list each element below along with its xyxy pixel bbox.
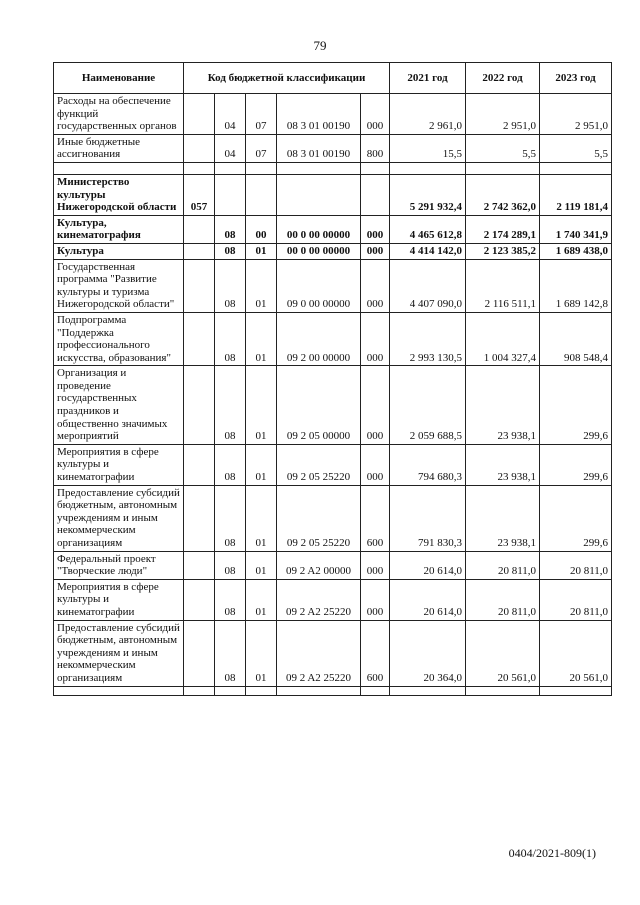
cell-2021: 2 993 130,5 xyxy=(390,312,466,365)
cell-vr: 600 xyxy=(361,620,390,686)
cell-2021 xyxy=(390,162,466,174)
header-2023: 2023 год xyxy=(540,63,612,94)
cell-2023: 20 811,0 xyxy=(540,579,612,620)
cell-rz xyxy=(215,174,246,215)
table-row xyxy=(54,579,612,620)
cell-2022 xyxy=(466,162,540,174)
table-row xyxy=(54,444,612,485)
cell-pr: 07 xyxy=(246,134,277,162)
header-name: Наименование xyxy=(54,63,184,94)
cell-name: Культура xyxy=(54,243,184,259)
cell-2022: 2 174 289,1 xyxy=(466,215,540,243)
cell-2023: 1 689 438,0 xyxy=(540,243,612,259)
cell-2022: 23 938,1 xyxy=(466,485,540,551)
cell-2022: 2 951,0 xyxy=(466,94,540,135)
cell-2021: 2 961,0 xyxy=(390,94,466,135)
cell-vr: 000 xyxy=(361,444,390,485)
cell-rz: 08 xyxy=(215,215,246,243)
table-header-row xyxy=(54,63,612,94)
cell-2023: 908 548,4 xyxy=(540,312,612,365)
cell-2023: 5,5 xyxy=(540,134,612,162)
cell-name: Подпрограмма "Поддержка профессионального искусства, образования" xyxy=(54,312,184,365)
cell-2023: 299,6 xyxy=(540,485,612,551)
cell-rz xyxy=(215,686,246,695)
cell-pr: 07 xyxy=(246,94,277,135)
cell-csr: 09 0 00 00000 xyxy=(277,259,361,312)
cell-rz: 08 xyxy=(215,366,246,445)
cell-2021: 2 059 688,5 xyxy=(390,366,466,445)
cell-name xyxy=(54,162,184,174)
cell-2022: 23 938,1 xyxy=(466,366,540,445)
cell-gr xyxy=(184,312,215,365)
table-row xyxy=(54,366,612,445)
cell-gr xyxy=(184,620,215,686)
cell-gr xyxy=(184,686,215,695)
cell-csr: 09 2 A2 25220 xyxy=(277,620,361,686)
table-row xyxy=(54,259,612,312)
cell-csr: 09 2 05 00000 xyxy=(277,366,361,445)
cell-gr xyxy=(184,162,215,174)
cell-2021: 20 614,0 xyxy=(390,551,466,579)
cell-2022: 20 811,0 xyxy=(466,551,540,579)
cell-name: Мероприятия в сфере культуры и кинематографии xyxy=(54,579,184,620)
header-2022: 2022 год xyxy=(466,63,540,94)
cell-2021: 4 465 612,8 xyxy=(390,215,466,243)
cell-2022: 5,5 xyxy=(466,134,540,162)
cell-csr: 00 0 00 00000 xyxy=(277,243,361,259)
cell-gr xyxy=(184,215,215,243)
cell-rz: 08 xyxy=(215,485,246,551)
document-code: 0404/2021-809(1) xyxy=(508,846,596,860)
cell-pr xyxy=(246,686,277,695)
cell-pr: 01 xyxy=(246,485,277,551)
cell-pr xyxy=(246,162,277,174)
table-row xyxy=(54,243,612,259)
cell-name: Культура, кинематография xyxy=(54,215,184,243)
cell-csr: 09 2 A2 00000 xyxy=(277,551,361,579)
cell-rz: 08 xyxy=(215,444,246,485)
cell-pr xyxy=(246,174,277,215)
budget-table xyxy=(53,62,612,696)
cell-vr: 000 xyxy=(361,259,390,312)
cell-csr: 09 2 05 25220 xyxy=(277,485,361,551)
cell-2023: 1 740 341,9 xyxy=(540,215,612,243)
cell-csr xyxy=(277,162,361,174)
cell-vr: 000 xyxy=(361,215,390,243)
cell-vr xyxy=(361,174,390,215)
cell-pr: 01 xyxy=(246,259,277,312)
cell-gr: 057 xyxy=(184,174,215,215)
cell-rz: 04 xyxy=(215,94,246,135)
table-row xyxy=(54,485,612,551)
cell-rz: 08 xyxy=(215,312,246,365)
cell-csr: 09 2 05 25220 xyxy=(277,444,361,485)
cell-csr: 09 2 A2 25220 xyxy=(277,579,361,620)
header-2021: 2021 год xyxy=(390,63,466,94)
cell-2023: 299,6 xyxy=(540,366,612,445)
cell-2021: 4 414 142,0 xyxy=(390,243,466,259)
table-row xyxy=(54,174,612,215)
cell-2022 xyxy=(466,686,540,695)
cell-2022: 1 004 327,4 xyxy=(466,312,540,365)
cell-gr xyxy=(184,444,215,485)
cell-gr xyxy=(184,94,215,135)
cell-csr xyxy=(277,174,361,215)
page-number: 79 xyxy=(313,38,327,53)
cell-vr xyxy=(361,686,390,695)
table-row xyxy=(54,312,612,365)
cell-pr: 01 xyxy=(246,551,277,579)
cell-vr: 000 xyxy=(361,579,390,620)
cell-2023 xyxy=(540,162,612,174)
cell-2021 xyxy=(390,686,466,695)
cell-2022: 20 811,0 xyxy=(466,579,540,620)
cell-rz: 04 xyxy=(215,134,246,162)
cell-rz: 08 xyxy=(215,620,246,686)
cell-vr: 800 xyxy=(361,134,390,162)
cell-name: Расходы на обеспечение функций государственных органов xyxy=(54,94,184,135)
cell-csr: 00 0 00 00000 xyxy=(277,215,361,243)
cell-2021: 791 830,3 xyxy=(390,485,466,551)
cell-csr: 08 3 01 00190 xyxy=(277,94,361,135)
cell-gr xyxy=(184,134,215,162)
cell-csr xyxy=(277,686,361,695)
cell-csr: 09 2 00 00000 xyxy=(277,312,361,365)
cell-2022: 2 123 385,2 xyxy=(466,243,540,259)
table-body xyxy=(54,94,612,696)
cell-2023: 2 119 181,4 xyxy=(540,174,612,215)
cell-2021: 4 407 090,0 xyxy=(390,259,466,312)
cell-2021: 20 364,0 xyxy=(390,620,466,686)
cell-name: Иные бюджетные ассигнования xyxy=(54,134,184,162)
table-row xyxy=(54,215,612,243)
cell-2021: 15,5 xyxy=(390,134,466,162)
cell-name: Предоставление субсидий бюджетным, автономным учреждениям и иным некоммерческим организациям xyxy=(54,485,184,551)
cell-gr xyxy=(184,551,215,579)
cell-vr: 600 xyxy=(361,485,390,551)
cell-gr xyxy=(184,579,215,620)
cell-2021: 794 680,3 xyxy=(390,444,466,485)
cell-2021: 20 614,0 xyxy=(390,579,466,620)
cell-pr: 00 xyxy=(246,215,277,243)
cell-gr xyxy=(184,243,215,259)
cell-vr: 000 xyxy=(361,366,390,445)
cell-vr: 000 xyxy=(361,312,390,365)
cell-pr: 01 xyxy=(246,366,277,445)
cell-pr: 01 xyxy=(246,620,277,686)
cell-2021: 5 291 932,4 xyxy=(390,174,466,215)
table-row xyxy=(54,94,612,135)
cell-2023: 20 811,0 xyxy=(540,551,612,579)
cell-name: Предоставление субсидий бюджетным, автономным учреждениям и иным некоммерческим организациям xyxy=(54,620,184,686)
cell-gr xyxy=(184,485,215,551)
table-row xyxy=(54,551,612,579)
cell-name: Мероприятия в сфере культуры и кинематографии xyxy=(54,444,184,485)
cell-2022: 20 561,0 xyxy=(466,620,540,686)
cell-name: Государственная программа "Развитие культуры и туризма Нижегородской области" xyxy=(54,259,184,312)
cell-2022: 2 742 362,0 xyxy=(466,174,540,215)
cell-pr: 01 xyxy=(246,243,277,259)
table-row xyxy=(54,620,612,686)
cell-2023: 2 951,0 xyxy=(540,94,612,135)
header-code: Код бюджетной классификации xyxy=(184,63,390,94)
cell-2023 xyxy=(540,686,612,695)
cell-vr: 000 xyxy=(361,243,390,259)
cell-pr: 01 xyxy=(246,444,277,485)
cell-2023: 20 561,0 xyxy=(540,620,612,686)
cell-name: Организация и проведение государственных праздников и общественно значимых мероприятий xyxy=(54,366,184,445)
table-row xyxy=(54,134,612,162)
cell-2023: 299,6 xyxy=(540,444,612,485)
cell-rz: 08 xyxy=(215,551,246,579)
cell-name: Министерство культуры Нижегородской области xyxy=(54,174,184,215)
cell-2023: 1 689 142,8 xyxy=(540,259,612,312)
cell-pr: 01 xyxy=(246,579,277,620)
cell-gr xyxy=(184,259,215,312)
cell-vr: 000 xyxy=(361,551,390,579)
cell-2022: 2 116 511,1 xyxy=(466,259,540,312)
cell-vr: 000 xyxy=(361,94,390,135)
cell-2022: 23 938,1 xyxy=(466,444,540,485)
blank-row xyxy=(54,162,612,174)
cell-name xyxy=(54,686,184,695)
cell-gr xyxy=(184,366,215,445)
blank-row xyxy=(54,686,612,695)
cell-rz: 08 xyxy=(215,259,246,312)
cell-csr: 08 3 01 00190 xyxy=(277,134,361,162)
cell-rz xyxy=(215,162,246,174)
cell-vr xyxy=(361,162,390,174)
cell-rz: 08 xyxy=(215,579,246,620)
cell-name: Федеральный проект "Творческие люди" xyxy=(54,551,184,579)
cell-pr: 01 xyxy=(246,312,277,365)
cell-rz: 08 xyxy=(215,243,246,259)
